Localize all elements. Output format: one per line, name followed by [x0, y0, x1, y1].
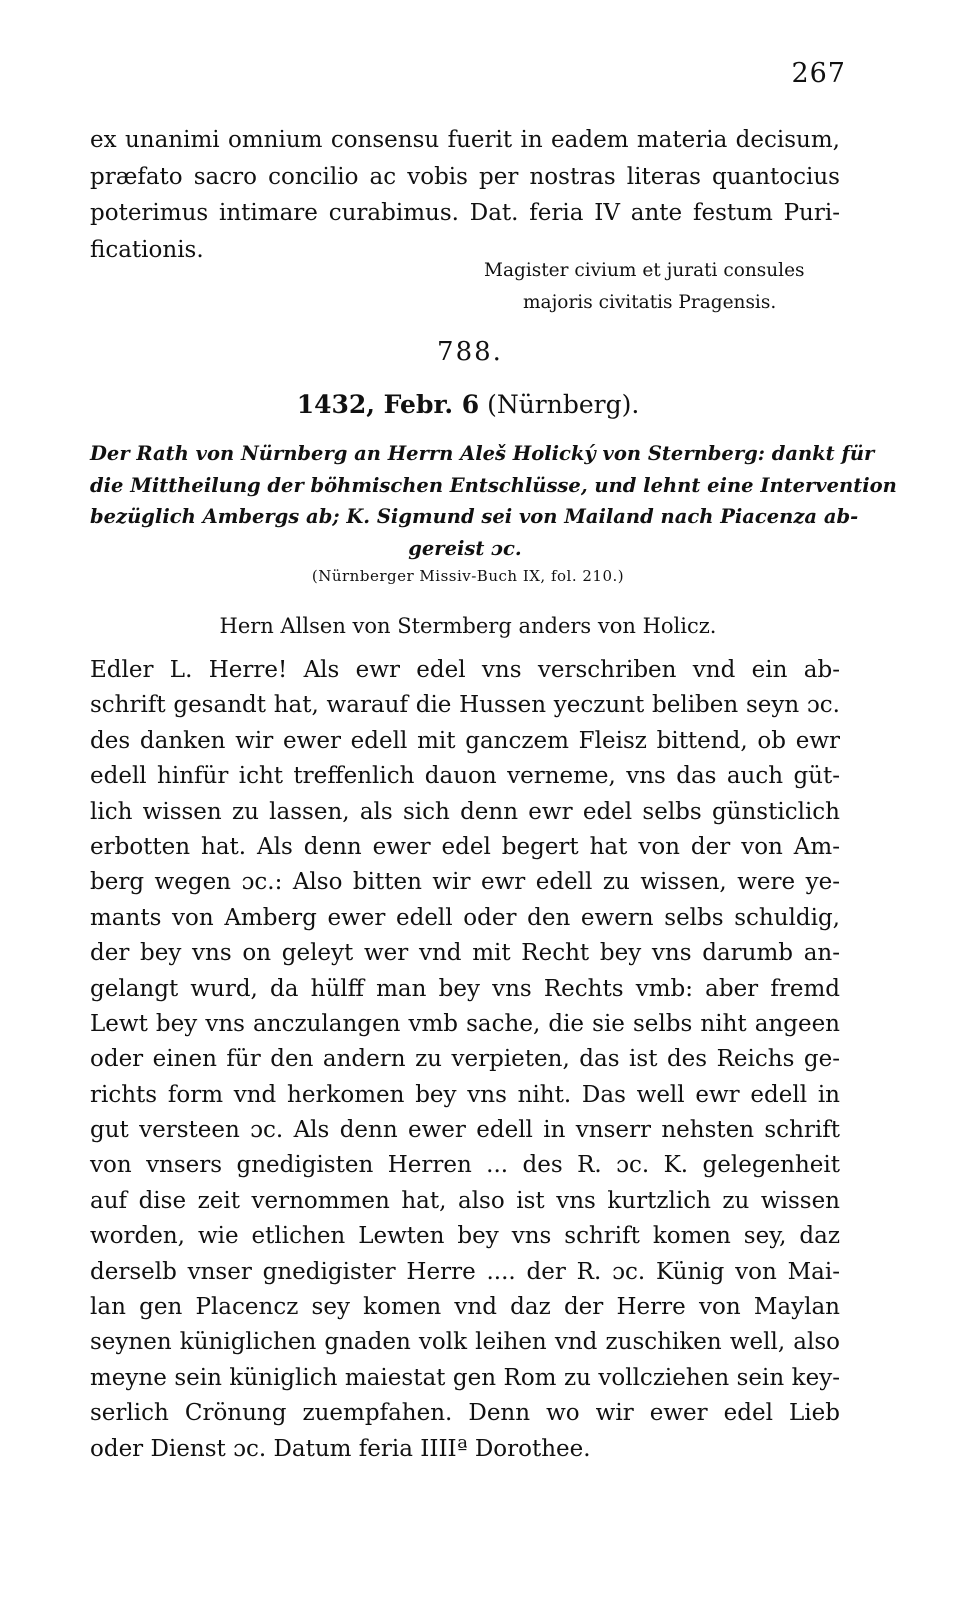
letter-line: gelangt wurd, da hülff man bey vns Rechts vmb: aber fremd	[90, 975, 840, 1002]
letter-line: lich wissen zu lassen, als sich denn ewr edel selbs günsticlich	[90, 798, 840, 825]
letter-line: worden, wie etlichen Lewten bey vns schrift komen sey, daz	[90, 1223, 840, 1250]
letter-line: des danken wir ewer edell mit ganczem Fleisz bittend, ob ewr	[90, 727, 840, 754]
letter-line: gut versteen ɔc. Als denn ewer edell in vnserr nehsten schrift	[90, 1117, 840, 1144]
letter-line: von vnsers gnedigisten Herren ... des R. ɔc. K. gelegenheit	[90, 1152, 840, 1179]
letter-line: mants von Amberg ewer edell oder den ewern selbs schuldig,	[90, 904, 840, 931]
source-citation: (Nürnberger Missiv-Buch IX, fol. 210.)	[311, 567, 625, 585]
letter-address: Hern Allsen von Stermberg anders von Holicz.	[219, 614, 717, 638]
document-date: 1432, Febr. 6	[296, 390, 480, 419]
letter-line: erbotten hat. Als denn ewer edel begert hat von der von Am-	[90, 833, 840, 860]
paragraph-line: ex unanimi omnium consensu fuerit in eadem materia decisum,	[90, 127, 840, 153]
regest-summary	[90, 438, 897, 564]
letter-line: berg wegen ɔc.: Also bitten wir ewr edell zu wissen, were ye-	[90, 869, 840, 896]
page-number: 267	[791, 58, 846, 89]
letter-line: oder Dienst ɔc. Datum feria IIIIª Dorothee.	[90, 1435, 591, 1462]
summary-line: Der Rath von Nürnberg an Herrn Aleš Holický von Sternberg: dankt für	[90, 442, 875, 465]
letter-line: meyne sein küniglich maiestat gen Rom zu vollcziehen sein key-	[90, 1364, 840, 1391]
document-place: (Nürnberg).	[487, 390, 640, 419]
signature-block	[484, 255, 805, 319]
paragraph-line: ficationis.	[90, 236, 204, 263]
summary-line: bezüglich Ambergs ab; K. Sigmund sei von Mailand nach Piacenza ab-	[90, 505, 859, 528]
letter-line: oder einen für den andern zu verpieten, das ist des Reichs ge-	[90, 1046, 840, 1073]
letter-line: der bey vns on geleyt wer vnd mit Recht bey vns darumb an-	[90, 940, 840, 967]
letter-line: derselb vnser gnedigister Herre .... der R. ɔc. Künig von Mai-	[90, 1258, 840, 1285]
letter-line: auf dise zeit vernommen hat, also ist vns kurtzlich zu wissen	[90, 1187, 840, 1214]
letter-line: edell hinfür icht treffenlich dauon verneme, vns das auch güt-	[90, 763, 840, 790]
paragraph-line: præfato sacro concilio ac vobis per nostras literas quantocius	[90, 163, 840, 190]
letter-line: seynen küniglichen gnaden volk leihen vnd zuschiken well, also	[90, 1329, 840, 1356]
letter-line: Lewt bey vns anczulangen vmb sache, die sie selbs niht angeen	[90, 1010, 840, 1037]
summary-line: die Mittheilung der böhmischen Entschlüsse, und lehnt eine Intervention	[90, 473, 897, 497]
letter-line: richts form vnd herkomen bey vns niht. Das well ewr edell in	[90, 1081, 840, 1108]
letter-line: serlich Crönung zuempfahen. Denn wo wir ewer edel Lieb	[90, 1400, 840, 1427]
letter-body	[90, 653, 840, 1467]
signature-line-1: Magister civium et jurati consules	[484, 260, 805, 281]
document-date-heading	[0, 390, 936, 419]
signature-line-2: majoris civitatis Pragensis.	[523, 292, 777, 313]
letter-line: Edler L. Herre! Als ewr edel vns verschriben vnd ein ab-	[90, 657, 840, 683]
letter-line: lan gen Placencz sey komen vnd daz der Herre von Maylan	[90, 1294, 840, 1321]
summary-line: gereist ɔc.	[408, 536, 522, 560]
continued-paragraph	[90, 122, 840, 268]
paragraph-line: poterimus intimare curabimus. Dat. feria IV ante festum Puri-	[90, 200, 840, 226]
document-number: 788.	[437, 337, 503, 367]
letter-line: schrift gesandt hat, warauf die Hussen yeczunt beliben seyn ɔc.	[90, 692, 840, 719]
